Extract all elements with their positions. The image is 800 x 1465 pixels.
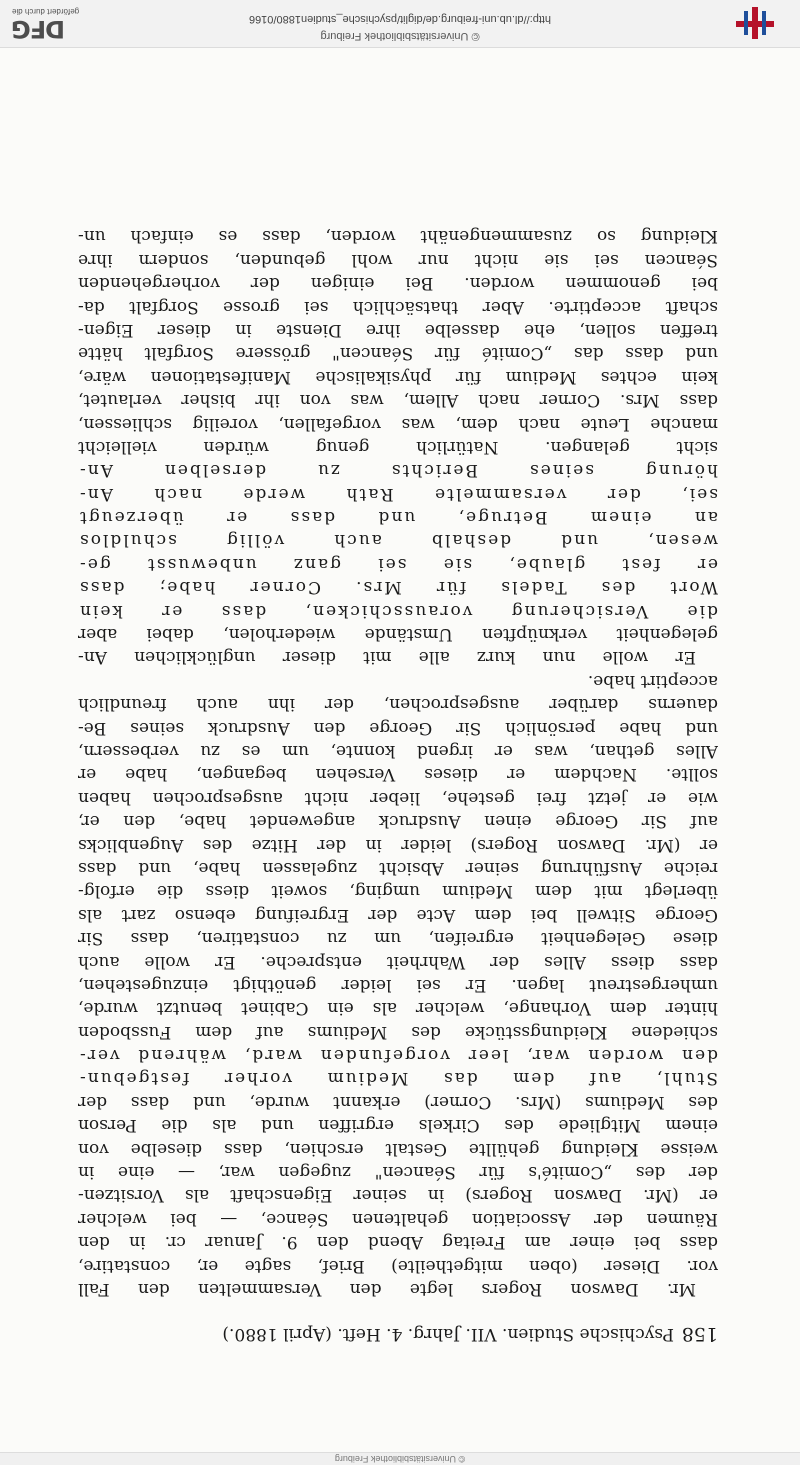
text-line: hinter dem Vorhange, welcher als ein Cabinet benutzt wurde, [78,998,718,1019]
text-line: Séancen sei sie nicht nur wohl gebunden, sondern ihre [78,249,718,270]
text-line: George Sitwell bei dem Acte der Ergreifung ebenso zart als [78,904,718,925]
text-line: wie er jetzt frei gestehe, lieber nicht ausgesprochen haben [78,787,718,808]
text-line: schaft acceptirte. Aber thatsächlich sei grosse Sorgfalt da- [78,296,718,317]
text-line: der des „Comité's für Séancen" zugegen war, — eine in [78,1162,718,1183]
page-number: 158 [681,1323,718,1345]
text-line: Mr. Dawson Rogers legte den Versammelten den Fall [78,1279,696,1299]
text-line: er (Mr. Dawson Rogers) in seiner Eigenschaft als Vorsitzen- [78,1185,718,1206]
text-line: Räumen der Association gehaltenen Séance, — bei welcher [78,1208,718,1229]
library-footer [0,0,800,48]
text-line: dass diess Alles der Wahrheit entspreche. Er wolle auch [78,951,718,972]
dfg-logo: DFG [12,15,66,43]
dfg-subtitle: gefördert durch die [12,7,80,16]
text-line: dauerns darüber ausgesprochen, der ihn auch freundlich [78,694,718,715]
text-line: schiedene Kleidungsstücke des Mediums auf dem Fussboden [78,1021,718,1042]
text-line: auf Sir George einen Ausdruck angewendet habe, den er, [78,811,718,832]
text-line: umhergestreut lagen. Er sei leider genöthigt einzugestehen, [78,974,718,995]
permalink-url[interactable]: http://dl.ub.uni-freiburg.de/diglit/psychische_studien1880/0166 [248,13,552,25]
text-line: diese Gelegenheit ergreifen, um zu constatiren, dass Sir [78,928,718,949]
text-line: Stuhl, auf dem das Medium vorher festgebun- [78,1068,718,1089]
body-text [78,224,718,1300]
text-line: er (Mr. Dawson Rogers) leider in der Hitze des Augenblicks [78,834,718,855]
viewer-header-strip [0,1452,800,1465]
text-line: die Versicherung vorausschicken, dass er kein [78,600,718,621]
text-line: bei genommen worden. Bei einigen der vorhergehenden [78,273,718,294]
running-head [78,1322,718,1346]
text-line: dass bei einer am Freitag Abend den 9. Januar cr. in den [78,1232,718,1253]
text-line: kein echtes Medium für physikalische Manifestationen wäre, [78,366,718,387]
text-line: acceptirt habe. [587,670,718,691]
text-line: sollte. Nachdem er dieses Versehen begangen, habe er [78,764,718,785]
text-line: Wort des Tadels für Mrs. Corner habe; dass [78,577,718,598]
text-line: dass Mrs. Corner nach Allem, was von ihr bisher verlautet, [78,390,718,411]
text-line: sei, der versammelte Rath werde nach An- [78,483,718,504]
text-line: manche Leute nach dem, was vorgefallen, voreilig schliessen, [78,413,718,434]
text-line: den worden war, leer vorgefunden ward, während ver- [78,1045,718,1066]
text-line: treffen sollen, ehe dasselbe ihre Dienste in dieser Eigen- [78,319,718,340]
text-line: des Mediums (Mrs. Corner) erkannt wurde, und dass der [78,1091,718,1112]
text-line: reiche Ausführung seiner Absicht zugelassen habe, und dass [78,857,718,878]
text-line: Kleidung so zusammengenäht worden, dass es einfach un- [78,226,718,247]
text-line: und habe persönlich Sir George den Ausdruck seines Be- [78,717,718,738]
text-line: Er wolle nun kurz alle mit dieser unglücklichen An- [78,647,696,668]
text-line: Alles gethan, was er irgend konnte, um es zu verbessern, [78,741,718,762]
text-line: gelegenheit verknüpften Umstände wiederholen, dabei aber [78,624,718,645]
running-head-text: Psychische Studien. VII. Jahrg. 4. Heft. (April 1880.) [222,1324,674,1344]
text-line: sicht gelangen. Natürlich genug würden vielleicht [78,436,718,457]
text-line: einem Mitgliede des Cirkels ergriffen und als die Person [78,1115,718,1136]
text-line: überlegt mit dem Medium umging, soweit diess die erfolg- [78,881,718,902]
text-line: vor. Dieser (oben mitgetheilte) Brief, sagte er, constatire, [78,1255,718,1276]
text-line: weisse Kleidung gehüllte Gestalt erschien, dass dieselbe von [78,1138,718,1159]
copyright-notice: © Universitätsbibliothek Freiburg [320,30,480,42]
text-line: er fest glaube, sie sei ganz unbewusst ge- [78,553,718,574]
text-line: wesen, und deshalb auch völlig schuldlos [78,530,718,551]
header-partial-text: © Universitätsbibliothek Freiburg [334,1454,466,1464]
text-line: und dass das „Comité für Séancen" grössere Sorgfalt hätte [78,343,718,364]
text-line: an einem Betruge, und dass er überzeugt [78,507,718,528]
text-line: hörung seines Berichts zu derselben An- [78,460,718,481]
